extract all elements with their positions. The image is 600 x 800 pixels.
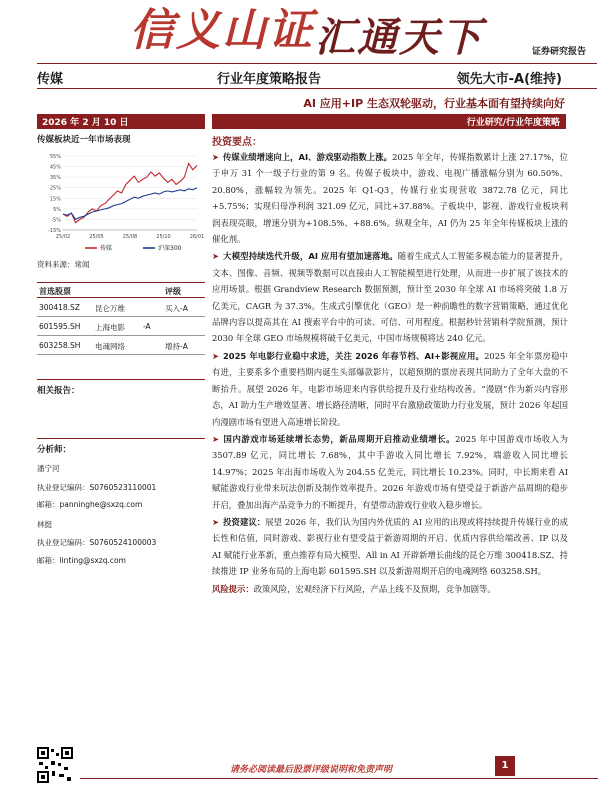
report-type-label: 证券研究报告	[531, 47, 586, 57]
highlight-heading: 国内游戏市场延续增长态势，新品周期开启推动业绩增长。	[223, 433, 456, 444]
qr-code-icon	[37, 747, 73, 783]
highlight-body: 2025 年全年票房稳中有进，主要系多个重要档期内诞生头部爆款影片，以超预期的票房表现共同助力了全年大盘的不断抬升。展望 2026 年，电影市场迎来内容供给提升及行业结构改善。“漫剧”作为新兴内容形态，AI 助力生产增效显著、增长路径清晰，同时平台激励政策助力行业发展，预计 2026 年起国内漫剧市场有望进入高速增长阶段。	[212, 350, 568, 427]
y-tick-label: -5%	[51, 217, 61, 224]
analyst-cert: 执业登记编码：S0760523110001	[37, 483, 157, 492]
highlight-paragraph	[212, 149, 568, 247]
stock-table-header	[37, 282, 205, 298]
investment-highlights	[212, 133, 568, 597]
x-tick-label: 25/05	[89, 234, 104, 240]
chart-svg	[37, 148, 205, 258]
highlight-body: 随着生成式人工智能多模态能力的显著提升，文本、图像、音频、视频等数据可以直接由人工智能模型进行处理，从而进一步扩展了该技术的应用场景。根据 Grandview Research 数据预测，预计至 2030 年全球 AI 市场将突破 1.8 万亿美元，CAGR 为 37.3%。生成式引擎优化（GEO）是一种前瞻性的数字营销策略，通过优化品牌内容以提高其在 AI 搜索平台中的可读、可信、可用程度。根据秒针营销科学院预测，预计 2030 年全球 GEO 市场规模将破千亿美元，中国市场规模将达 240 亿元。	[212, 251, 569, 344]
footer-disclaimer: 请务必阅读最后股票评级说明和免责声明	[230, 765, 393, 775]
stock-row	[37, 318, 205, 336]
highlight-heading: 传媒业绩增速向上，AI、游戏驱动指数上涨。	[223, 152, 393, 162]
highlights-title: 投资要点：	[212, 137, 262, 148]
stock-name: 电魂网络	[95, 342, 125, 351]
risk-label: 风险提示：	[212, 583, 254, 594]
analysts-title: 分析师：	[37, 438, 205, 455]
sector-rating: 领先大市-A(维持)	[456, 72, 562, 87]
bullet-arrow-icon: ➤	[212, 251, 219, 262]
legend-label: 传媒	[100, 245, 113, 252]
analyst-email[interactable]: 邮箱：panninghe@sxzq.com	[37, 500, 143, 509]
analyst-name: 潘宁河	[37, 464, 60, 473]
stock-name: 上海电影	[95, 323, 125, 332]
y-tick-label: 15%	[49, 196, 61, 203]
brand-logo-right: 汇通天下	[315, 14, 483, 61]
stock-code: 601595.SH	[39, 322, 81, 331]
highlight-heading: 2025 年电影行业稳中求进，关注 2026 年春节档、AI+影视应用。	[223, 350, 485, 361]
bullet-arrow-icon: ➤	[212, 433, 219, 444]
y-tick-label: 5%	[53, 206, 61, 213]
highlight-paragraph	[212, 348, 568, 430]
highlight-body: 2025 年全年，传媒指数累计上涨 27.17%，位于申万 31 个一级子行业的第 9 名。传媒子板块中，游戏、电视广播涨幅分别为 60.50%、20.80%，涨幅较为领先。2025 年 Q1-Q3，传媒行业实现营收 3872.78 亿元，同比+5.75%；实现归母净利润 321.09 亿元，同比+37.88%。子板块中，影视、游戏行业板块利润表现亮眼，增速分别为+108.5%、+88.6%。纵观全年，AI 仍为 25 年全年传媒板块上涨的催化剂。	[212, 152, 568, 245]
sector-label: 传媒	[37, 72, 64, 87]
highlight-body: 2025 年中国游戏市场收入为 3507.89 亿元，同比增长 7.68%，其中手游收入同比增长 7.92%，端游收入同比增长 14.97%；2025 年出海市场收入为 204.55 亿美元，同比增长 10.23%。同时，中长期来看 AI 赋能游戏行业带来玩法创新及制作效率提升。2026 年游戏市场有望受益于新游产品周期的稳步开启，叠加出海产品竞争力的不断提升，有望带动游戏行业收入稳步增长。	[212, 433, 569, 510]
x-tick-label: 26/01	[189, 234, 205, 240]
risk-body: 政策风险，宏观经济下行风险，产品上线不及预期，竞争加剧等。	[253, 583, 496, 594]
y-tick-label: 45%	[49, 164, 61, 171]
rating-col-header: 评级	[165, 287, 181, 296]
header-top-divider	[37, 63, 597, 64]
stock-code: 603258.SH	[39, 341, 81, 350]
highlight-body: 展望 2026 年，我们认为国内外优质的 AI 应用的出现或将持续提升传媒行业的成长性和估值，同时游戏、影视行业有望受益于新游周期的开启、优质内容供给端改善、IP 以及 AI 赋能行业革新，重点推荐有局大模型、All in AI 开辟新增长曲线的昆仑万维 300418.SZ、持续推进 IP 业务布局的上海电影 601595.SH 以及新游周期开启的电魂网络 603258.SH。	[212, 516, 569, 577]
market-performance-chart	[37, 148, 205, 258]
stock-rating: 增持-A	[165, 342, 188, 351]
bullet-arrow-icon: ➤	[212, 516, 219, 527]
x-tick-label: 25/08	[122, 234, 138, 240]
series-line	[63, 163, 197, 222]
series-line	[63, 188, 197, 220]
x-tick-label: 25/10	[156, 234, 171, 240]
stock-row	[37, 299, 205, 317]
stock-row	[37, 337, 205, 355]
header-bottom-divider	[37, 88, 597, 89]
related-reports-title: 相关报告：	[37, 379, 205, 396]
bullet-arrow-icon: ➤	[212, 152, 219, 162]
analyst-email[interactable]: 邮箱：linting@sxzq.com	[37, 556, 126, 565]
highlight-paragraph	[212, 514, 568, 580]
risk-paragraph	[212, 581, 568, 597]
stock-col-header: 首选股票	[39, 287, 71, 296]
y-tick-label: 35%	[49, 175, 61, 182]
chart-source: 资料来源：常闻	[37, 260, 90, 269]
highlight-heading: 大模型持续迭代升级，AI 应用有望加速落地。	[223, 251, 398, 262]
stock-rating: -A	[143, 322, 151, 331]
page-number: 1	[495, 756, 515, 776]
analyst-cert: 执业登记编码：S0760524100003	[37, 538, 157, 547]
stock-rating: 买入-A	[165, 304, 188, 313]
bullet-arrow-icon: ➤	[212, 350, 219, 361]
chart-title: 传媒板块近一年市场表现	[37, 135, 131, 145]
footer-divider	[80, 778, 598, 779]
highlight-paragraph	[212, 431, 568, 513]
y-tick-label: -15%	[48, 228, 61, 234]
highlight-heading: 投资建议：	[223, 516, 266, 527]
brand-logo-left: 信义山证	[130, 5, 314, 56]
stock-name: 昆仑万维	[95, 304, 125, 313]
highlight-paragraph	[212, 248, 568, 346]
report-title: 行业年度策略报告	[217, 72, 322, 87]
report-category: 行业研究/行业年度策略	[212, 114, 566, 129]
legend-label: 沪深300	[158, 245, 182, 252]
report-subtitle: AI 应用+IP 生态双轮驱动，行业基本面有望持续向好	[303, 97, 565, 110]
stock-code: 300418.SZ	[39, 303, 80, 312]
analyst-name: 林挺	[37, 520, 52, 529]
x-tick-label: 25/02	[55, 234, 71, 240]
left-sidebar	[37, 133, 205, 565]
y-tick-label: 55%	[49, 154, 61, 160]
y-tick-label: 25%	[49, 185, 61, 192]
report-date: 2026 年 2 月 10 日	[37, 114, 205, 129]
report-banner	[0, 0, 600, 61]
